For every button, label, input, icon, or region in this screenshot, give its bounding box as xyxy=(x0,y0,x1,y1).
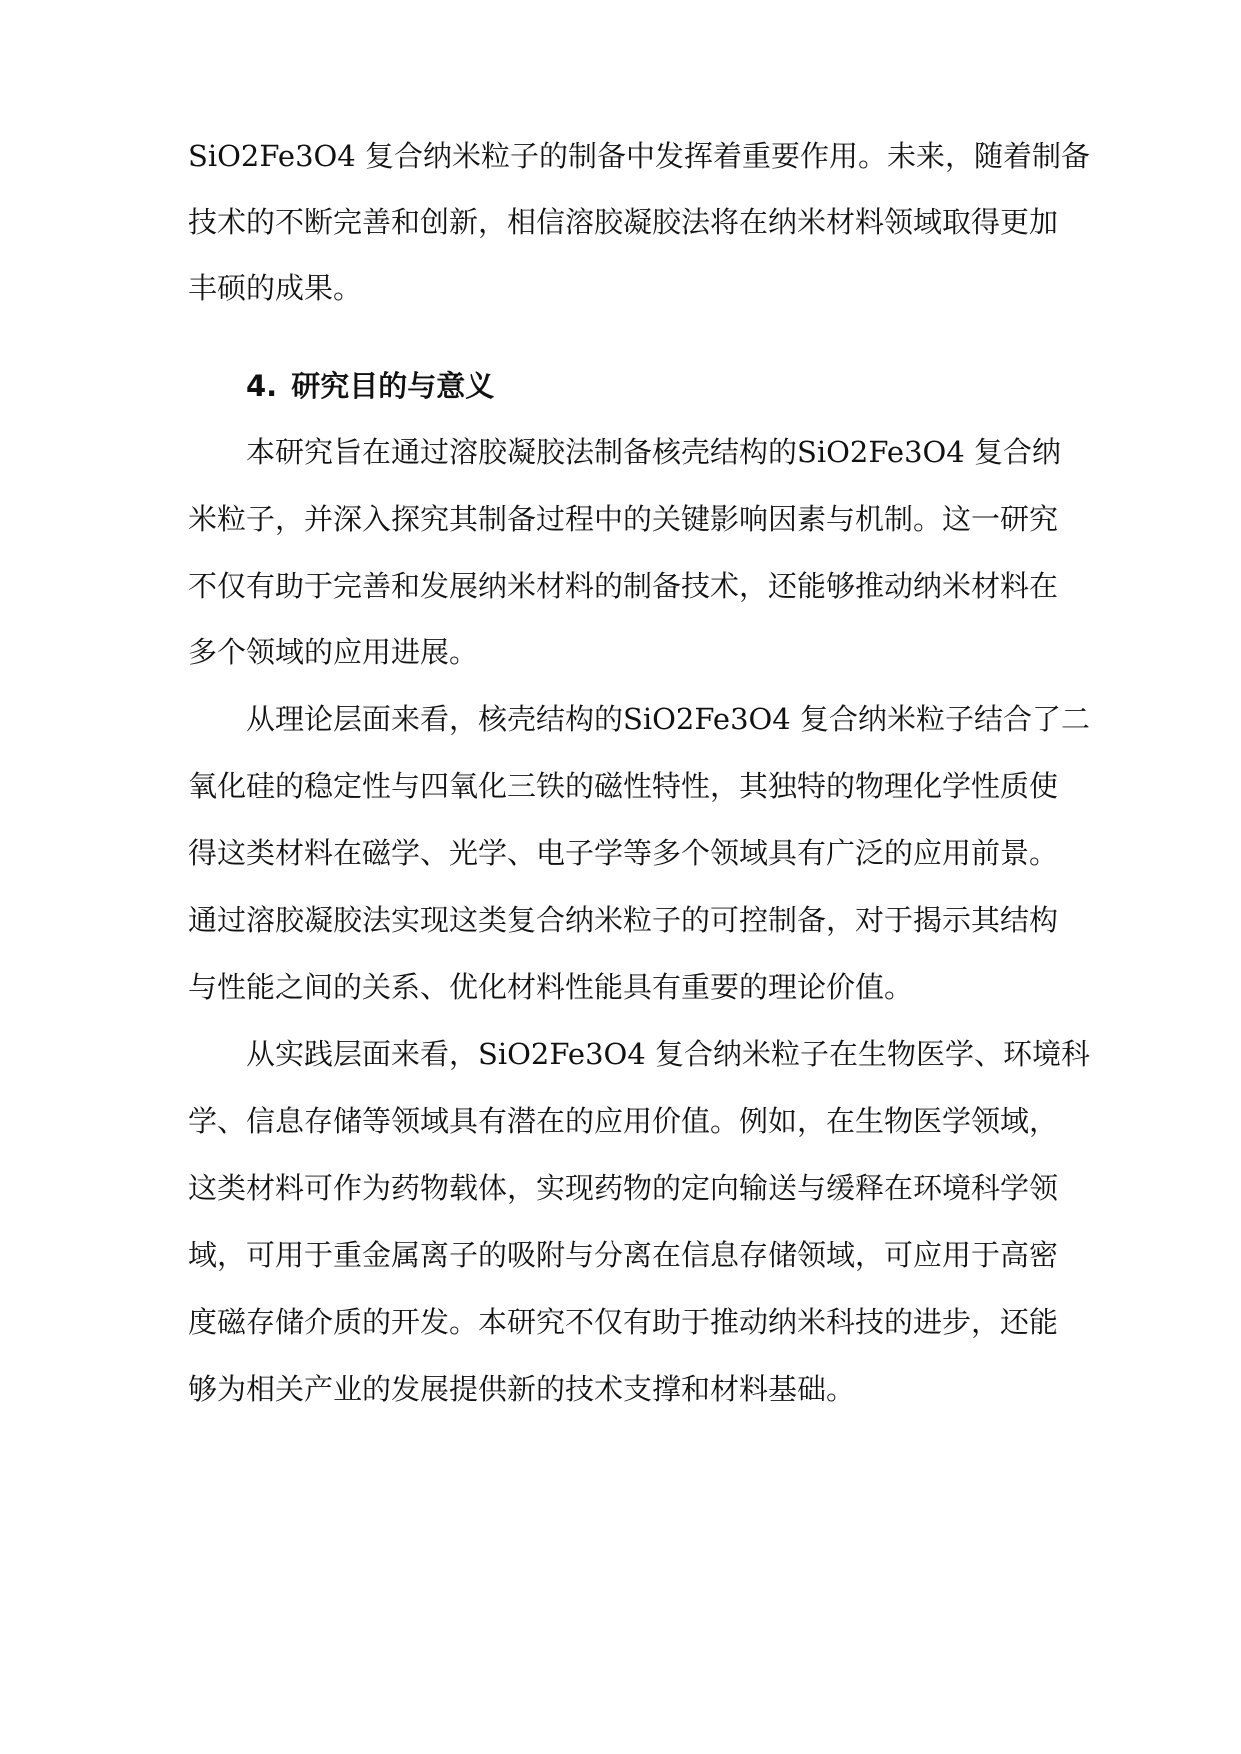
text-line: 不仅有助于完善和发展纳米材料的制备技术，还能够推动纳米材料在 xyxy=(188,569,1059,603)
text-line: 多个领域的应用进展。 xyxy=(188,635,479,669)
text-line: 技术的不断完善和创新，相信溶胶凝胶法将在纳米材料领域取得更加 xyxy=(188,205,1059,239)
text-line: 得这类材料在磁学、光学、电子学等多个领域具有广泛的应用前景。 xyxy=(188,836,1059,870)
text-line: 本研究旨在通过溶胶凝胶法制备核壳结构的SiO2Fe3O4 复合纳 xyxy=(246,435,1061,469)
text-line: 氧化硅的稳定性与四氧化三铁的磁性特性，其独特的物理化学性质使 xyxy=(188,769,1059,803)
text-line: 学、信息存储等领域具有潜在的应用价值。例如，在生物医学领域， xyxy=(188,1104,1059,1138)
text-line: 这类材料可作为药物载体，实现药物的定向输送与缓释在环境科学领 xyxy=(188,1171,1059,1205)
text-line: 米粒子，并深入探究其制备过程中的关键影响因素与机制。这一研究 xyxy=(188,502,1059,536)
text-line: 度磁存储介质的开发。本研究不仅有助于推动纳米科技的进步，还能 xyxy=(188,1305,1059,1339)
text-line: 丰硕的成果。 xyxy=(188,271,363,305)
text-line: 从实践层面来看，SiO2Fe3O4 复合纳米粒子在生物医学、环境科 xyxy=(246,1037,1090,1071)
text-line: 与性能之间的关系、优化材料性能具有重要的理论价值。 xyxy=(188,970,914,1004)
section-heading xyxy=(246,366,1046,406)
text-line: 从理论层面来看，核壳结构的SiO2Fe3O4 复合纳米粒子结合了二 xyxy=(246,702,1090,736)
section-title: 研究目的与意义 xyxy=(291,369,495,403)
text-line: SiO2Fe3O4 复合纳米粒子的制备中发挥着重要作用。未来，随着制备 xyxy=(188,139,1090,173)
section-number: 4. xyxy=(246,369,278,403)
text-line: 通过溶胶凝胶法实现这类复合纳米粒子的可控制备，对于揭示其结构 xyxy=(188,903,1059,937)
text-line: 够为相关产业的发展提供新的技术支撑和材料基础。 xyxy=(188,1372,856,1406)
text-line: 域，可用于重金属离子的吸附与分离在信息存储领域，可应用于高密 xyxy=(188,1238,1059,1272)
